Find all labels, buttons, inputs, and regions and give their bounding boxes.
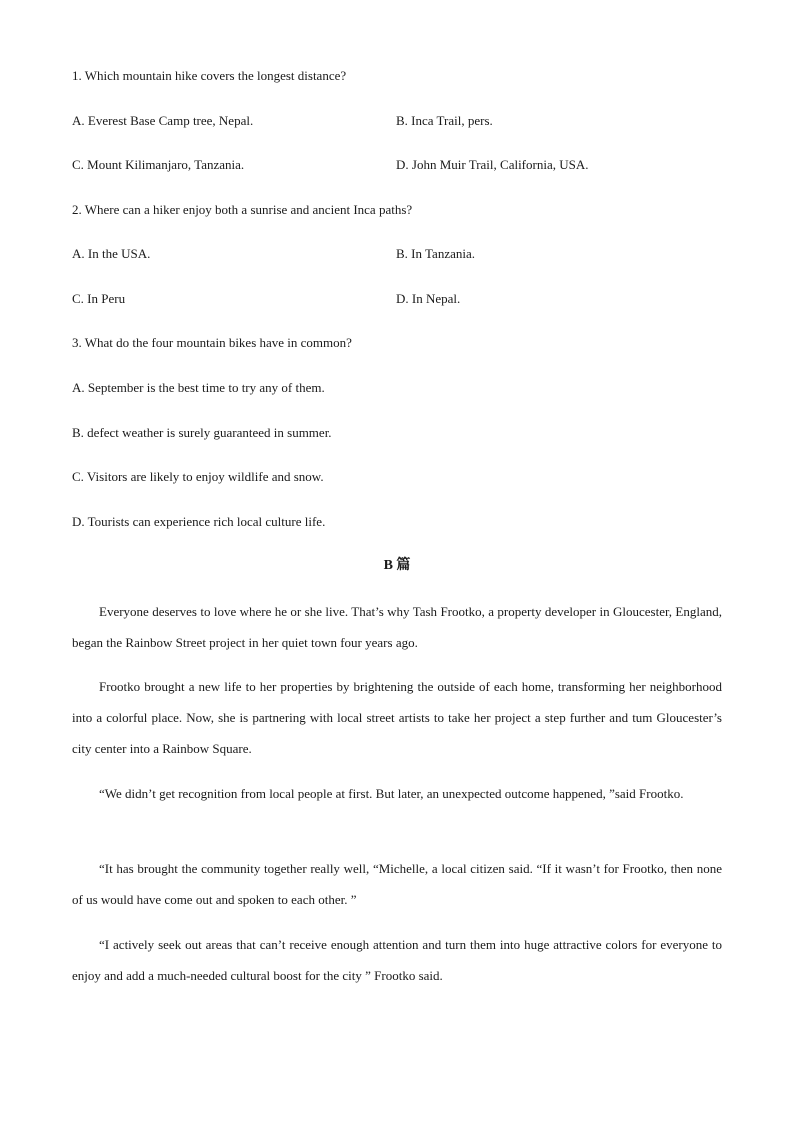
question-1-stem: 1. Which mountain hike covers the longest distance? [72,68,347,83]
question-2-option-a: A. In the USA. [72,246,151,261]
question-2-option-d: D. In Nepal. [396,291,461,306]
question-1-option-d: D. John Muir Trail, California, USA. [396,157,589,172]
question-3-option-b: B. defect weather is surely guaranteed in summer. [72,425,332,440]
question-1-option-b: B. Inca Trail, pers. [396,113,493,128]
question-3-option-a: A. September is the best time to try any of them. [72,380,325,395]
question-1-option-c: C. Mount Kilimanjaro, Tanzania. [72,157,245,172]
question-1-option-a: A. Everest Base Camp tree, Nepal. [72,113,254,128]
question-3-option-d: D. Tourists can experience rich local culture life. [72,514,326,529]
passage-paragraph-3: “We didn’t get recognition from local people at first. But later, an unexpected outcome happened, ”said Frootko. [99,786,684,801]
section-title: B 篇 [383,558,411,573]
question-3-option-c: C. Visitors are likely to enjoy wildlife and snow. [72,469,324,484]
question-2-option-c: C. In Peru [72,291,126,306]
passage-paragraph-1: Everyone deserves to love where he or she live. That’s why Tash Frootko, a property developer in Gloucester, England, began the Rainbow Street project in her quiet town four years ago. [72,604,722,650]
passage-paragraph-4: “It has brought the community together really well, “Michelle, a local citizen said. “If it wasn’t for Frootko, then none of us would have come out and spoken to each other. ” [72,861,722,907]
question-2-option-b: B. In Tanzania. [396,246,475,261]
question-3-stem: 3. What do the four mountain bikes have in common? [72,335,352,350]
passage-paragraph-5: “I actively seek out areas that can’t receive enough attention and turn them into huge attractive colors for everyone to enjoy and add a much-needed cultural boost for the city ” Frootko said. [72,937,722,983]
question-2-stem: 2. Where can a hiker enjoy both a sunrise and ancient Inca paths? [72,202,413,217]
passage-paragraph-2: Frootko brought a new life to her properties by brightening the outside of each home, transforming her neighborhood into a colorful place. Now, she is partnering with local street artists to take her project a step further and tum Gloucester’s city center into a Rainbow Square. [72,679,722,756]
